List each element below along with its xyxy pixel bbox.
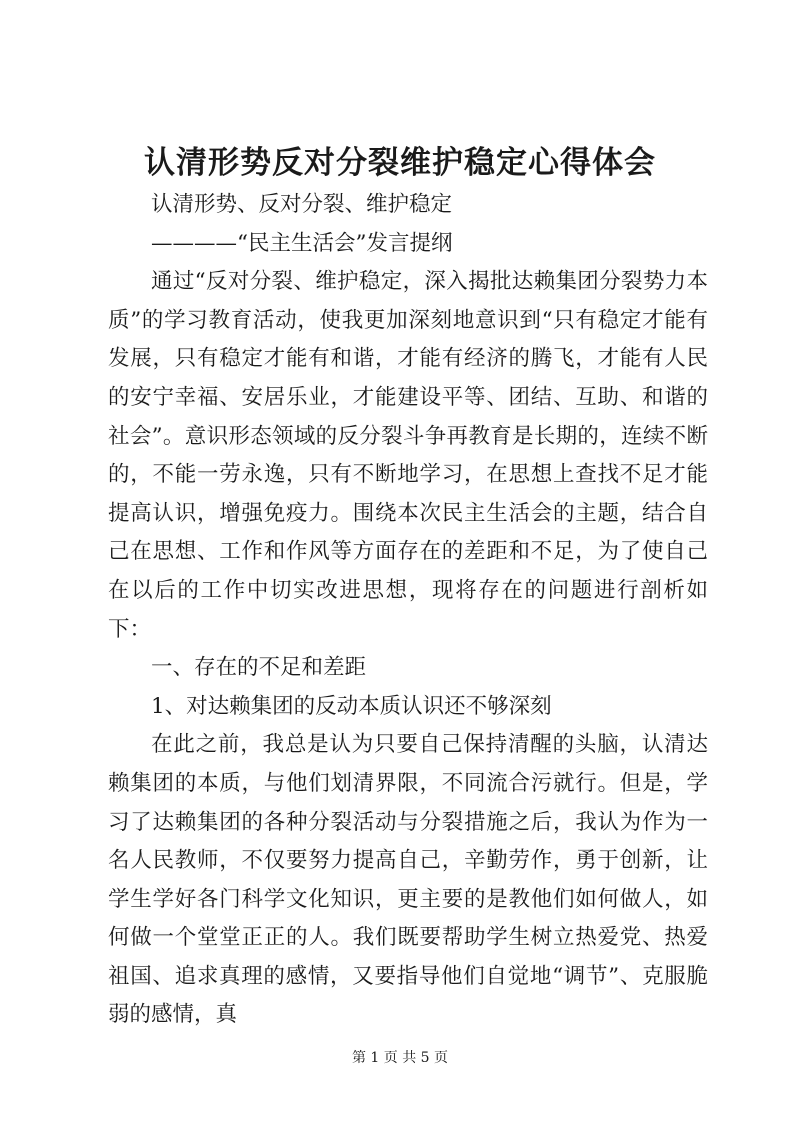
section-heading: 一、存在的不足和差距 <box>151 655 367 681</box>
subtitle-outline-paragraph: ————“民主生活会”发言提纲 <box>151 230 453 256</box>
document-body <box>108 186 708 1035</box>
intro-paragraph: 通过“反对分裂、维护稳定，深入揭批达赖集团分裂势力本质”的学习教育活动，使我更加深刻地意识到“只有稳定才能有发展，只有稳定才能有和谐，才能有经济的腾飞，才能有人民的安宁幸福、安居乐业，才能建设平等、团结、互助、和谐的社会”。意识形态领域的反分裂斗争再教育是长期的，连续不断的，不能一劳永逸，只有不断地学习，在思想上查找不足才能提高认识，增强免疫力。围绕本次民主生活会的主题，结合自己在思想、工作和作风等方面存在的差距和不足，为了使自己在以后的工作中切实改进思想，现将存在的问题进行剖析如下： <box>108 269 708 642</box>
page-footer: 第 1 页 共 5 页 <box>351 1050 449 1066</box>
subsection-heading: 1、对达赖集团的反动本质认识还不够深刻 <box>151 693 552 719</box>
body-paragraph: 在此之前，我总是认为只要自己保持清醒的头脑，认清达赖集团的本质，与他们划清界限，不同流合污就行。但是，学习了达赖集团的各种分裂活动与分裂措施之后，我认为作为一名人民教师，不仅要努力提高自己，辛勤劳作，勇于创新，让学生学好各门科学文化知识，更主要的是教他们如何做人，如何做一个堂堂正正的人。我们既要帮助学生树立热爱党、热爱祖国、追求真理的感情，又要指导他们自觉地“调节”、克服脆弱的感情，真 <box>108 732 708 1028</box>
subtitle-paragraph: 认清形势、反对分裂、维护稳定 <box>151 192 453 217</box>
document-title: 认清形势反对分裂维护稳定心得体会 <box>144 145 656 181</box>
